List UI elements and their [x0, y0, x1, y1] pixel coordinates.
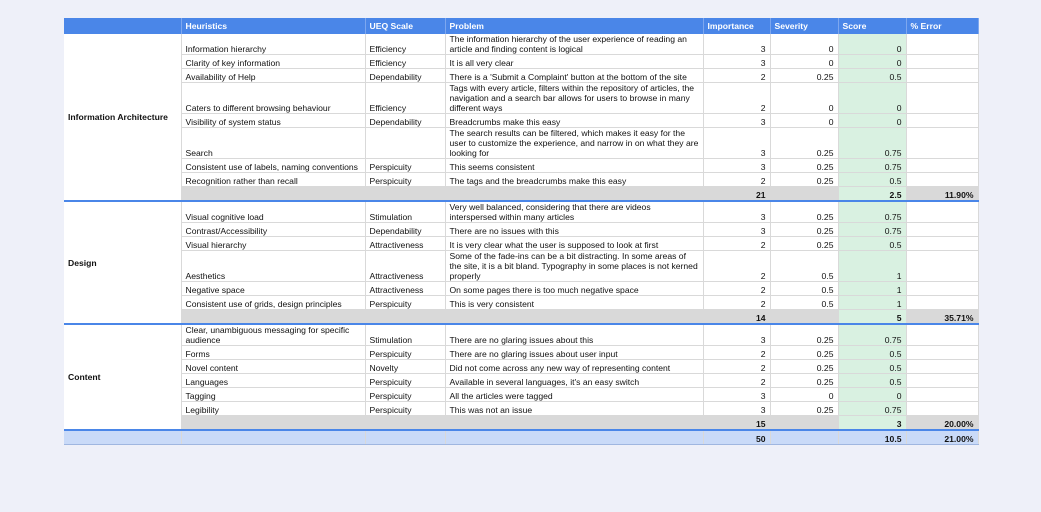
score-cell[interactable]: 0: [838, 388, 906, 402]
total-severity-cell[interactable]: [770, 430, 838, 445]
importance-cell[interactable]: 2: [703, 173, 770, 187]
problem-cell[interactable]: Tags with every article, filters within the repository of articles, the navigation and a search bar allows for users to browse in many different ways: [445, 83, 703, 114]
table-row: [64, 223, 978, 237]
severity-cell[interactable]: 0.25: [770, 159, 838, 173]
ueq-scale-cell[interactable]: Stimulation: [365, 324, 445, 346]
ueq-scale-cell[interactable]: [365, 128, 445, 159]
table-row: [64, 346, 978, 360]
ueq-scale-cell[interactable]: Efficiency: [365, 83, 445, 114]
subtotal-blank-cell[interactable]: [181, 416, 365, 431]
subtotal-importance-cell[interactable]: 21: [703, 187, 770, 202]
total-row: [64, 430, 978, 445]
score-cell[interactable]: 0.5: [838, 374, 906, 388]
ueq-scale-cell[interactable]: Perspicuity: [365, 173, 445, 187]
subtotal-row: [64, 310, 978, 325]
heuristic-cell[interactable]: Negative space: [181, 282, 365, 296]
ueq-scale-cell[interactable]: Efficiency: [365, 34, 445, 55]
severity-cell[interactable]: 0.25: [770, 360, 838, 374]
table-row: [64, 282, 978, 296]
ueq-scale-cell[interactable]: Attractiveness: [365, 237, 445, 251]
heuristic-cell[interactable]: Consistent use of grids, design principles: [181, 296, 365, 310]
ueq-scale-cell[interactable]: Attractiveness: [365, 282, 445, 296]
total-blank-cell[interactable]: [445, 430, 703, 445]
error-cell[interactable]: [906, 346, 978, 360]
problem-cell[interactable]: The search results can be filtered, which makes it easy for the user to customize the experience, and narrow in on what they are looking for: [445, 128, 703, 159]
total-blank-cell[interactable]: [181, 430, 365, 445]
severity-cell[interactable]: 0: [770, 55, 838, 69]
score-cell[interactable]: 0.5: [838, 237, 906, 251]
table-row: [64, 388, 978, 402]
subtotal-blank-cell[interactable]: [365, 416, 445, 431]
subtotal-severity-cell[interactable]: [770, 416, 838, 431]
score-cell[interactable]: 0: [838, 34, 906, 55]
problem-cell[interactable]: There are no glaring issues about user input: [445, 346, 703, 360]
heuristic-cell[interactable]: Clear, unambiguous messaging for specific audience: [181, 324, 365, 346]
heuristic-cell[interactable]: Novel content: [181, 360, 365, 374]
header-score[interactable]: Score: [838, 18, 906, 34]
ueq-scale-cell[interactable]: Perspicuity: [365, 374, 445, 388]
header-importance[interactable]: Importance: [703, 18, 770, 34]
table-row: [64, 402, 978, 416]
error-cell[interactable]: [906, 201, 978, 223]
table-row: [64, 374, 978, 388]
heuristic-cell[interactable]: Tagging: [181, 388, 365, 402]
table-row: [64, 128, 978, 159]
ueq-scale-cell[interactable]: Perspicuity: [365, 159, 445, 173]
category-cell[interactable]: Content: [64, 324, 181, 430]
heuristic-cell[interactable]: Clarity of key information: [181, 55, 365, 69]
heuristic-cell[interactable]: Contrast/Accessibility: [181, 223, 365, 237]
table-row: [64, 201, 978, 223]
ueq-scale-cell[interactable]: Perspicuity: [365, 402, 445, 416]
problem-cell[interactable]: On some pages there is too much negative space: [445, 282, 703, 296]
table-row: [64, 114, 978, 128]
error-cell[interactable]: [906, 388, 978, 402]
ueq-scale-cell[interactable]: Dependability: [365, 69, 445, 83]
table-row: [64, 237, 978, 251]
ueq-scale-cell[interactable]: Perspicuity: [365, 346, 445, 360]
score-cell[interactable]: 0: [838, 114, 906, 128]
table-row: [64, 83, 978, 114]
header-row: [64, 18, 978, 34]
table-row: [64, 159, 978, 173]
problem-cell[interactable]: This was not an issue: [445, 402, 703, 416]
error-cell[interactable]: [906, 114, 978, 128]
severity-cell[interactable]: 0.5: [770, 282, 838, 296]
error-cell[interactable]: [906, 173, 978, 187]
error-cell[interactable]: [906, 83, 978, 114]
score-cell[interactable]: 1: [838, 251, 906, 282]
problem-cell[interactable]: Breadcrumbs make this easy: [445, 114, 703, 128]
score-cell[interactable]: 0: [838, 83, 906, 114]
problem-cell[interactable]: There are no issues with this: [445, 223, 703, 237]
subtotal-blank-cell[interactable]: [445, 310, 703, 325]
table-row: [64, 173, 978, 187]
severity-cell[interactable]: 0.25: [770, 69, 838, 83]
score-cell[interactable]: 0.75: [838, 159, 906, 173]
spreadsheet: [64, 18, 978, 445]
error-cell[interactable]: [906, 128, 978, 159]
heuristic-cell[interactable]: Visibility of system status: [181, 114, 365, 128]
header-severity[interactable]: Severity: [770, 18, 838, 34]
category-cell[interactable]: Design: [64, 201, 181, 324]
score-cell[interactable]: 0.75: [838, 201, 906, 223]
ueq-scale-cell[interactable]: Novelty: [365, 360, 445, 374]
ueq-scale-cell[interactable]: Dependability: [365, 114, 445, 128]
heuristic-cell[interactable]: Caters to different browsing behaviour: [181, 83, 365, 114]
error-cell[interactable]: [906, 69, 978, 83]
severity-cell[interactable]: 0.25: [770, 201, 838, 223]
heuristic-cell[interactable]: Availability of Help: [181, 69, 365, 83]
total-blank-cell[interactable]: [365, 430, 445, 445]
header-category[interactable]: [64, 18, 181, 34]
severity-cell[interactable]: 0.25: [770, 346, 838, 360]
error-cell[interactable]: [906, 402, 978, 416]
problem-cell[interactable]: Available in several languages, it's an easy switch: [445, 374, 703, 388]
table-body: [64, 34, 978, 445]
severity-cell[interactable]: 0: [770, 34, 838, 55]
subtotal-blank-cell[interactable]: [445, 187, 703, 202]
problem-cell[interactable]: This seems consistent: [445, 159, 703, 173]
importance-cell[interactable]: 2: [703, 346, 770, 360]
score-cell[interactable]: 0.75: [838, 324, 906, 346]
header-problem[interactable]: Problem: [445, 18, 703, 34]
score-cell[interactable]: 0.75: [838, 128, 906, 159]
score-cell[interactable]: 0.75: [838, 223, 906, 237]
subtotal-severity-cell[interactable]: [770, 310, 838, 325]
heuristic-evaluation-table: [64, 18, 979, 445]
subtotal-severity-cell[interactable]: [770, 187, 838, 202]
ueq-scale-cell[interactable]: Perspicuity: [365, 388, 445, 402]
heuristic-cell[interactable]: Information hierarchy: [181, 34, 365, 55]
heuristic-cell[interactable]: Consistent use of labels, naming conventions: [181, 159, 365, 173]
importance-cell[interactable]: 2: [703, 69, 770, 83]
score-cell[interactable]: 0.75: [838, 402, 906, 416]
problem-cell[interactable]: It is very clear what the user is supposed to look at first: [445, 237, 703, 251]
subtotal-importance-cell[interactable]: 14: [703, 310, 770, 325]
importance-cell[interactable]: 3: [703, 324, 770, 346]
table-row: [64, 296, 978, 310]
importance-cell[interactable]: 3: [703, 201, 770, 223]
importance-cell[interactable]: 3: [703, 128, 770, 159]
importance-cell[interactable]: 2: [703, 282, 770, 296]
subtotal-score-cell[interactable]: 2.5: [838, 187, 906, 202]
total-error-cell[interactable]: 21.00%: [906, 430, 978, 445]
severity-cell[interactable]: 0.25: [770, 237, 838, 251]
importance-cell[interactable]: 3: [703, 388, 770, 402]
heuristic-cell[interactable]: Aesthetics: [181, 251, 365, 282]
score-cell[interactable]: 0.5: [838, 360, 906, 374]
problem-cell[interactable]: Did not come across any new way of representing content: [445, 360, 703, 374]
subtotal-blank-cell[interactable]: [365, 310, 445, 325]
severity-cell[interactable]: 0: [770, 83, 838, 114]
importance-cell[interactable]: 2: [703, 374, 770, 388]
error-cell[interactable]: [906, 374, 978, 388]
heuristic-cell[interactable]: Recognition rather than recall: [181, 173, 365, 187]
error-cell[interactable]: [906, 237, 978, 251]
total-blank-cell[interactable]: [64, 430, 181, 445]
importance-cell[interactable]: 2: [703, 237, 770, 251]
score-cell[interactable]: 0.5: [838, 173, 906, 187]
problem-cell[interactable]: There is a 'Submit a Complaint' button at the bottom of the site: [445, 69, 703, 83]
subtotal-importance-cell[interactable]: 15: [703, 416, 770, 431]
score-cell[interactable]: 1: [838, 296, 906, 310]
severity-cell[interactable]: 0.25: [770, 173, 838, 187]
subtotal-error-cell[interactable]: 11.90%: [906, 187, 978, 202]
problem-cell[interactable]: The information hierarchy of the user experience of reading an article and finding content is logical: [445, 34, 703, 55]
header-ueq-scale[interactable]: UEQ Scale: [365, 18, 445, 34]
ueq-scale-cell[interactable]: Dependability: [365, 223, 445, 237]
error-cell[interactable]: [906, 324, 978, 346]
header-heuristics[interactable]: Heuristics: [181, 18, 365, 34]
table-row: [64, 251, 978, 282]
header-error[interactable]: % Error: [906, 18, 978, 34]
severity-cell[interactable]: 0.25: [770, 402, 838, 416]
subtotal-blank-cell[interactable]: [181, 310, 365, 325]
table-row: [64, 360, 978, 374]
total-importance-cell[interactable]: 50: [703, 430, 770, 445]
error-cell[interactable]: [906, 282, 978, 296]
ueq-scale-cell[interactable]: Perspicuity: [365, 296, 445, 310]
problem-cell[interactable]: Very well balanced, considering that there are videos interspersed within many articles: [445, 201, 703, 223]
importance-cell[interactable]: 3: [703, 114, 770, 128]
problem-cell[interactable]: The tags and the breadcrumbs make this easy: [445, 173, 703, 187]
heuristic-cell[interactable]: Visual hierarchy: [181, 237, 365, 251]
score-cell[interactable]: 0: [838, 55, 906, 69]
severity-cell[interactable]: 0.25: [770, 223, 838, 237]
heuristic-cell[interactable]: Legibility: [181, 402, 365, 416]
ueq-scale-cell[interactable]: Efficiency: [365, 55, 445, 69]
table-row: [64, 69, 978, 83]
subtotal-row: [64, 187, 978, 202]
error-cell[interactable]: [906, 223, 978, 237]
table-row: [64, 34, 978, 55]
severity-cell[interactable]: 0.5: [770, 251, 838, 282]
problem-cell[interactable]: This is very consistent: [445, 296, 703, 310]
category-cell[interactable]: Information Architecture: [64, 34, 181, 201]
ueq-scale-cell[interactable]: Attractiveness: [365, 251, 445, 282]
severity-cell[interactable]: 0: [770, 114, 838, 128]
severity-cell[interactable]: 0.25: [770, 374, 838, 388]
severity-cell[interactable]: 0: [770, 388, 838, 402]
score-cell[interactable]: 1: [838, 282, 906, 296]
severity-cell[interactable]: 0.25: [770, 324, 838, 346]
error-cell[interactable]: [906, 360, 978, 374]
error-cell[interactable]: [906, 34, 978, 55]
importance-cell[interactable]: 2: [703, 251, 770, 282]
severity-cell[interactable]: 0.25: [770, 128, 838, 159]
heuristic-cell[interactable]: Languages: [181, 374, 365, 388]
importance-cell[interactable]: 3: [703, 34, 770, 55]
problem-cell[interactable]: It is all very clear: [445, 55, 703, 69]
problem-cell[interactable]: Some of the fade-ins can be a bit distracting. In some areas of the site, it is a bit bland. Typography in some places is not kerned properly: [445, 251, 703, 282]
error-cell[interactable]: [906, 159, 978, 173]
error-cell[interactable]: [906, 296, 978, 310]
heuristic-cell[interactable]: Search: [181, 128, 365, 159]
ueq-scale-cell[interactable]: Stimulation: [365, 201, 445, 223]
problem-cell[interactable]: All the articles were tagged: [445, 388, 703, 402]
table-row: [64, 55, 978, 69]
subtotal-blank-cell[interactable]: [445, 416, 703, 431]
score-cell[interactable]: 0.5: [838, 69, 906, 83]
problem-cell[interactable]: There are no glaring issues about this: [445, 324, 703, 346]
subtotal-row: [64, 416, 978, 431]
severity-cell[interactable]: 0.5: [770, 296, 838, 310]
subtotal-blank-cell[interactable]: [181, 187, 365, 202]
subtotal-blank-cell[interactable]: [365, 187, 445, 202]
importance-cell[interactable]: 3: [703, 223, 770, 237]
subtotal-score-cell[interactable]: 5: [838, 310, 906, 325]
total-score-cell[interactable]: 10.5: [838, 430, 906, 445]
importance-cell[interactable]: 2: [703, 296, 770, 310]
importance-cell[interactable]: 3: [703, 402, 770, 416]
error-cell[interactable]: [906, 251, 978, 282]
importance-cell[interactable]: 2: [703, 360, 770, 374]
heuristic-cell[interactable]: Visual cognitive load: [181, 201, 365, 223]
heuristic-cell[interactable]: Forms: [181, 346, 365, 360]
table-row: [64, 324, 978, 346]
subtotal-error-cell[interactable]: 35.71%: [906, 310, 978, 325]
error-cell[interactable]: [906, 55, 978, 69]
score-cell[interactable]: 0.5: [838, 346, 906, 360]
importance-cell[interactable]: 3: [703, 55, 770, 69]
subtotal-error-cell[interactable]: 20.00%: [906, 416, 978, 431]
importance-cell[interactable]: 2: [703, 83, 770, 114]
importance-cell[interactable]: 3: [703, 159, 770, 173]
subtotal-score-cell[interactable]: 3: [838, 416, 906, 431]
